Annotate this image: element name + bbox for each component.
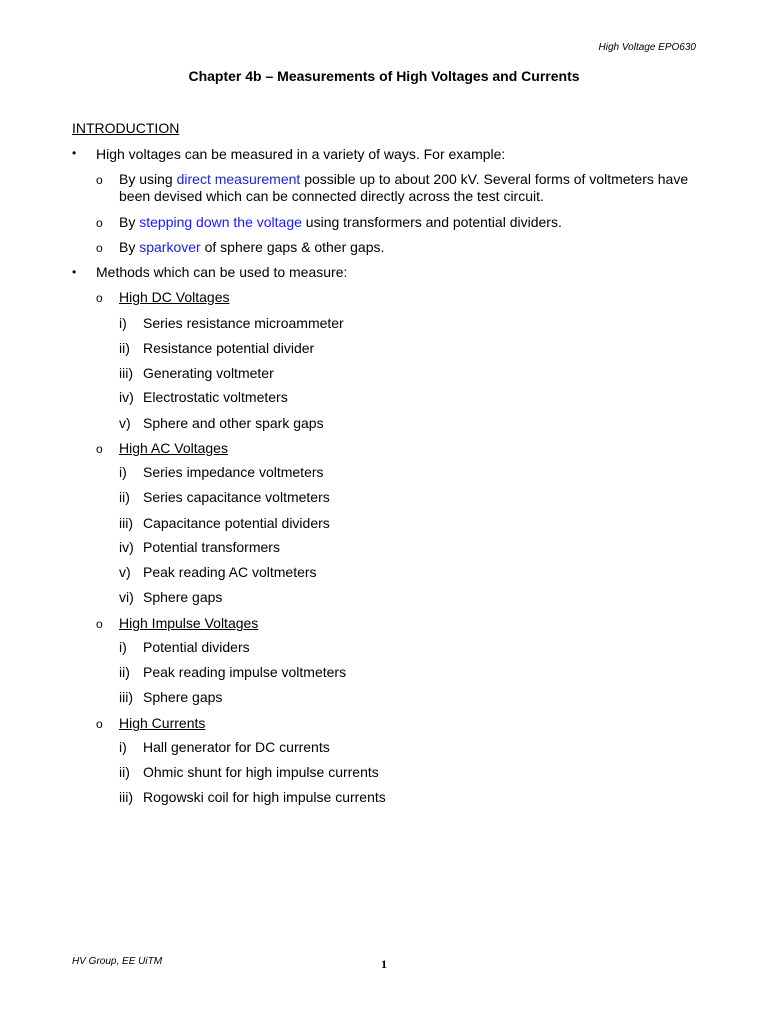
circle-bullet-icon: o	[96, 442, 103, 456]
bullet-text-1: High voltages can be measured in a variety of ways. For example:	[96, 146, 506, 162]
list-num: iii)	[119, 689, 133, 705]
list-item: Generating voltmeter	[143, 365, 274, 381]
list-num: iii)	[119, 515, 133, 531]
page-title: Chapter 4b – Measurements of High Voltages and Currents	[188, 68, 580, 84]
heading-high-impulse: High Impulse Voltages	[119, 615, 259, 631]
circle-bullet-icon: o	[96, 173, 103, 187]
list-item: Hall generator for DC currents	[143, 739, 330, 755]
list-item: Series capacitance voltmeters	[143, 489, 330, 505]
list-item: Sphere and other spark gaps	[143, 415, 324, 431]
sub-bullet-1: By using direct measurement possible up to about 200 kV. Several forms of voltmeters have	[119, 171, 689, 187]
direct-measurement-link[interactable]: direct measurement	[176, 171, 301, 187]
heading-high-ac: High AC Voltages	[119, 440, 228, 456]
list-num: i)	[119, 739, 127, 755]
list-num: vi)	[119, 589, 134, 605]
header-note: High Voltage EPO630	[598, 42, 696, 53]
list-num: iv)	[119, 389, 134, 405]
list-num: ii)	[119, 340, 130, 356]
list-num: iii)	[119, 789, 133, 805]
circle-bullet-icon: o	[96, 617, 103, 631]
circle-bullet-icon: o	[96, 241, 103, 255]
circle-bullet-icon: o	[96, 717, 103, 731]
list-item: Peak reading impulse voltmeters	[143, 664, 347, 680]
list-num: i)	[119, 464, 127, 480]
list-num: ii)	[119, 489, 130, 505]
list-item: Series impedance voltmeters	[143, 464, 324, 480]
page-number: 1	[381, 957, 387, 971]
sub-bullet-2: By stepping down the voltage using transformers and potential dividers.	[119, 214, 562, 230]
list-num: ii)	[119, 664, 130, 680]
heading-high-currents: High Currents	[119, 715, 206, 731]
sub-bullet-1-line-2: been devised which can be connected directly across the test circuit.	[119, 188, 544, 204]
heading-high-dc: High DC Voltages	[119, 289, 230, 305]
list-num: v)	[119, 415, 131, 431]
list-item: Series resistance microammeter	[143, 315, 344, 331]
list-item: Resistance potential divider	[143, 340, 315, 356]
sparkover-link[interactable]: sparkover	[139, 239, 201, 255]
bullet-icon: •	[72, 146, 77, 160]
list-num: i)	[119, 639, 127, 655]
list-item: Ohmic shunt for high impulse currents	[143, 764, 379, 780]
list-num: iv)	[119, 539, 134, 555]
list-item: Electrostatic voltmeters	[143, 389, 288, 405]
bullet-icon: •	[72, 265, 77, 279]
list-item: Potential dividers	[143, 639, 250, 655]
section-heading-introduction: INTRODUCTION	[72, 120, 180, 136]
list-item: Sphere gaps	[143, 589, 223, 605]
list-num: i)	[119, 315, 127, 331]
footer-note: HV Group, EE UiTM	[72, 956, 163, 967]
list-item: Capacitance potential dividers	[143, 515, 330, 531]
circle-bullet-icon: o	[96, 216, 103, 230]
list-num: ii)	[119, 764, 130, 780]
list-item: Potential transformers	[143, 539, 280, 555]
sub-bullet-3: By sparkover of sphere gaps & other gaps.	[119, 239, 385, 255]
stepping-down-link[interactable]: stepping down the voltage	[139, 214, 302, 230]
list-item: Sphere gaps	[143, 689, 223, 705]
list-num: v)	[119, 564, 131, 580]
list-num: iii)	[119, 365, 133, 381]
bullet-text-2: Methods which can be used to measure:	[96, 264, 348, 280]
list-item: Peak reading AC voltmeters	[143, 564, 317, 580]
circle-bullet-icon: o	[96, 291, 103, 305]
list-item: Rogowski coil for high impulse currents	[143, 789, 386, 805]
